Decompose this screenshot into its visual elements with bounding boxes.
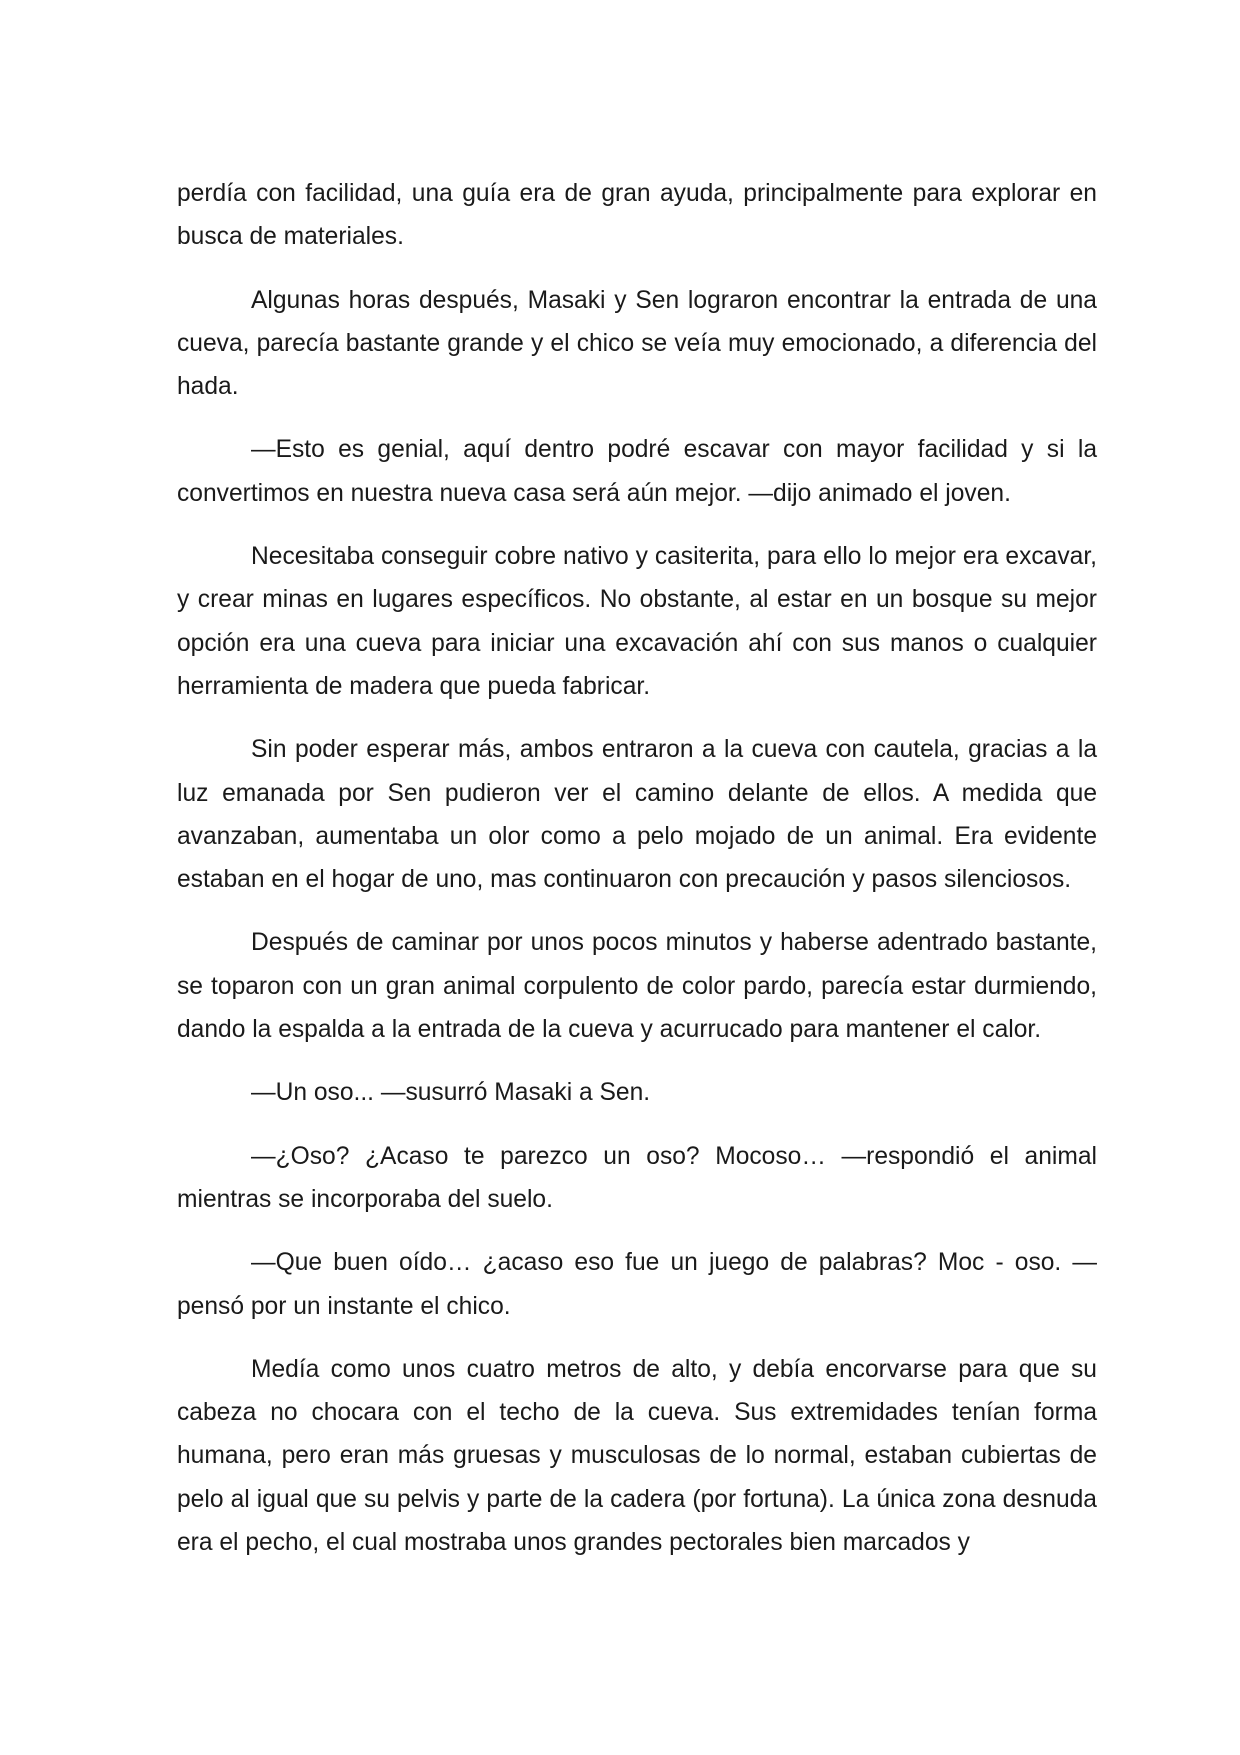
paragraph: —Que buen oído… ¿acaso eso fue un juego de palabras? Moc - oso. —pensó por un instante el chico. — [177, 1249, 1097, 1320]
paragraph: —¿Oso? ¿Acaso te parezco un oso? Mocoso… —respondió el animal mientras se incorporaba del suelo. — [177, 1142, 1097, 1213]
paragraph: Algunas horas después, Masaki y Sen lograron encontrar la entrada de una cueva, parecía bastante grande y el chico se veía muy emocionado, a diferencia del hada. — [177, 286, 1097, 401]
paragraph: Medía como unos cuatro metros de alto, y debía encorvarse para que su cabeza no chocara con el techo de la cueva. Sus extremidades tenían forma humana, pero eran más gruesas y musculosas de lo normal, estaban cubiertas de pelo al igual que su pelvis y parte de la cadera (por fortuna). La única zona desnuda era el pecho, el cual mostraba unos grandes pectorales bien marcados y — [177, 1355, 1097, 1557]
paragraph: Después de caminar por unos pocos minutos y haberse adentrado bastante, se toparon con un gran animal corpulento de color pardo, parecía estar durmiendo, dando la espalda a la entrada de la cueva y acurrucado para mantener el calor. — [177, 929, 1097, 1044]
paragraph: Necesitaba conseguir cobre nativo y casiterita, para ello lo mejor era excavar, y crear minas en lugares específicos. No obstante, al estar en un bosque su mejor opción era una cueva para iniciar una excavación ahí con sus manos o cualquier herramienta de madera que pueda fabricar. — [177, 543, 1097, 700]
paragraph: —Esto es genial, aquí dentro podré escavar con mayor facilidad y si la convertimos en nuestra nueva casa será aún mejor. —dijo animado el joven. — [177, 436, 1097, 507]
paragraph: —Un oso... —susurró Masaki a Sen. — [251, 1079, 651, 1107]
paragraph-continuation: perdía con facilidad, una guía era de gran ayuda, principalmente para explorar en busca de materiales. — [177, 180, 1097, 251]
paragraph: Sin poder esperar más, ambos entraron a la cueva con cautela, gracias a la luz emanada por Sen pudieron ver el camino delante de ellos. A medida que avanzaban, aumentaba un olor como a pelo mojado de un animal. Era evidente estaban en el hogar de uno, mas continuaron con precaución y pasos silenciosos. — [177, 736, 1097, 894]
page-body — [177, 172, 1097, 1584]
